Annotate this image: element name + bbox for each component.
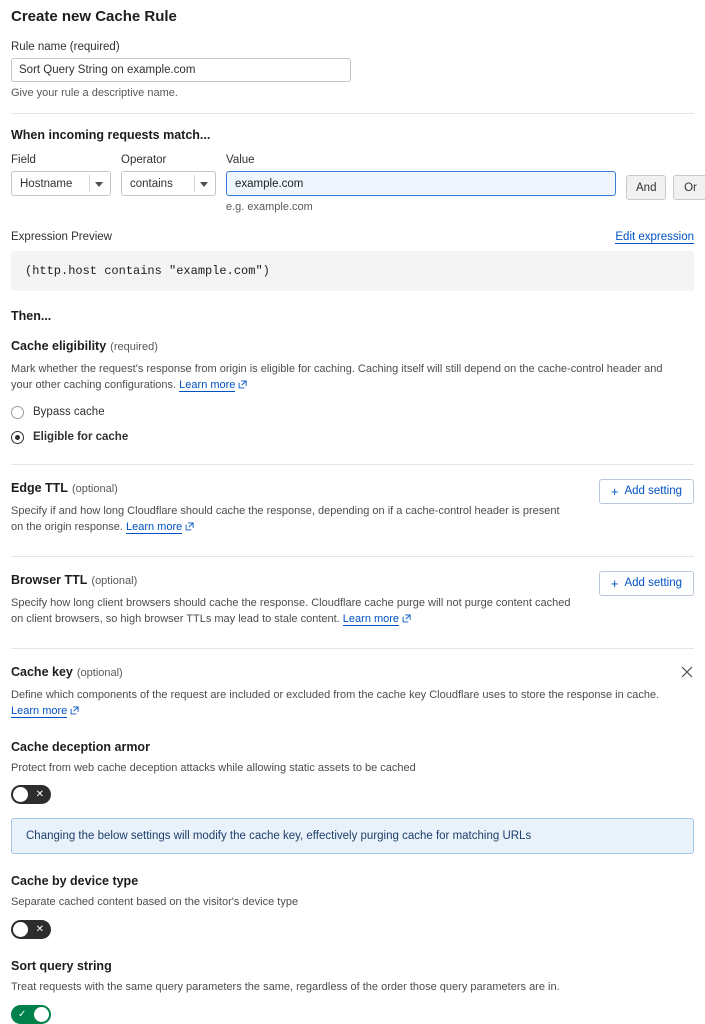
edge-ttl-description-text: Specify if and how long Cloudflare should cache the response, depending on if a cache-control header is present on the origin response.: [11, 504, 560, 533]
value-input[interactable]: [226, 171, 616, 196]
then-label: Then...: [11, 309, 52, 323]
toggle-on-icon: ✓: [18, 1008, 27, 1020]
radio-bypass-cache-label: Bypass cache: [33, 406, 105, 419]
cache-eligibility-learn-more-link[interactable]: Learn more: [179, 378, 236, 391]
create-cache-rule-form: [0, 8, 705, 1024]
field-select[interactable]: [11, 171, 111, 196]
cache-key-description-text: Define which components of the request are included or excluded from the cache key Cloudflare uses to store the response in cache.: [11, 688, 660, 701]
cache-eligibility-title: Cache eligibility: [11, 339, 107, 353]
toggle-knob: [13, 787, 28, 802]
rule-name-label: Rule name (required): [11, 41, 120, 53]
radio-icon: [11, 431, 24, 444]
cache-deception-armor-group: [11, 740, 694, 805]
close-icon[interactable]: [680, 665, 694, 679]
toggle-off-icon: ✕: [35, 923, 44, 935]
edge-ttl-title: Edge TTL: [11, 480, 68, 495]
match-section-title: When incoming requests match...: [11, 128, 211, 142]
edge-ttl-description: [11, 504, 571, 536]
operator-group: [121, 154, 216, 196]
cache-eligibility-heading: [11, 337, 694, 355]
browser-ttl-add-setting-button[interactable]: [599, 571, 694, 596]
external-link-icon: [70, 706, 79, 715]
radio-bypass-cache[interactable]: [11, 406, 694, 419]
chevron-down-icon: [200, 182, 208, 187]
edge-ttl-add-setting-button[interactable]: [599, 479, 694, 504]
browser-ttl-optional: (optional): [91, 574, 138, 587]
cache-key-learn-more-link[interactable]: Learn more: [11, 704, 68, 717]
and-button[interactable]: And: [626, 175, 666, 200]
edge-ttl-section: [11, 479, 694, 536]
value-label: Value: [226, 154, 255, 166]
toggle-knob: [13, 922, 28, 937]
select-separator: [194, 175, 195, 192]
match-row: [11, 154, 697, 213]
radio-eligible-for-cache[interactable]: [11, 431, 694, 444]
browser-ttl-heading: [11, 571, 571, 589]
external-link-icon: [185, 522, 194, 531]
browser-ttl-add-setting-label: Add setting: [624, 577, 682, 590]
operator-select[interactable]: [121, 171, 216, 196]
toggle-off-icon: ✕: [35, 788, 44, 800]
cache-deception-armor-title: Cache deception armor: [11, 739, 150, 754]
operator-select-value: contains: [130, 177, 173, 190]
cache-eligibility-description-text: Mark whether the request's response from origin is eligible for caching. Caching itself will still depend on the cache-control header and your other caching configurations.: [11, 363, 663, 391]
cache-eligibility-section: [11, 337, 694, 444]
external-link-icon: [238, 380, 247, 389]
or-button[interactable]: Or: [673, 175, 705, 200]
cache-key-info-banner: Changing the below settings will modify the cache key, effectively purging cache for matching URLs: [11, 818, 694, 854]
cache-key-optional: (optional): [76, 666, 123, 679]
field-group: [11, 154, 111, 196]
chevron-down-icon: [95, 182, 103, 187]
edge-ttl-add-setting-label: Add setting: [624, 485, 682, 498]
cache-eligibility-description: [11, 362, 681, 394]
browser-ttl-learn-more-link[interactable]: Learn more: [342, 612, 400, 625]
cache-key-section: [11, 663, 694, 1024]
divider: [11, 113, 694, 114]
cache-by-device-type-title: Cache by device type: [11, 874, 139, 889]
rule-name-input[interactable]: [11, 58, 351, 82]
browser-ttl-section: [11, 571, 694, 628]
sort-query-string-title: Sort query string: [11, 959, 112, 974]
rule-name-help: Give your rule a descriptive name.: [11, 87, 178, 99]
browser-ttl-title: Browser TTL: [11, 572, 88, 587]
cache-by-device-type-toggle[interactable]: [11, 920, 51, 939]
cache-deception-armor-description: Protect from web cache deception attacks while allowing static assets to be cached: [11, 761, 416, 774]
divider: [11, 556, 694, 557]
edit-expression-link[interactable]: Edit expression: [615, 231, 694, 243]
edge-ttl-learn-more-link[interactable]: Learn more: [125, 520, 183, 533]
field-select-value: Hostname: [20, 177, 73, 190]
rule-name-group: [11, 41, 694, 99]
browser-ttl-description: [11, 596, 571, 628]
divider: [11, 648, 694, 649]
divider: [11, 464, 694, 465]
sort-query-string-toggle[interactable]: [11, 1005, 51, 1024]
cache-key-heading-row: [11, 663, 694, 681]
external-link-icon: [402, 614, 411, 623]
select-separator: [89, 175, 90, 192]
edge-ttl-optional: (optional): [71, 482, 118, 495]
page-title: Create new Cache Rule: [11, 8, 177, 25]
sort-query-string-group: [11, 959, 694, 1024]
expression-header: [11, 231, 694, 244]
field-label: Field: [11, 154, 36, 166]
cache-by-device-type-group: [11, 874, 694, 939]
logic-buttons: [626, 175, 705, 200]
expression-preview-label: Expression Preview: [11, 231, 112, 243]
cache-eligibility-required: (required): [110, 341, 158, 353]
cache-deception-armor-toggle[interactable]: [11, 785, 51, 804]
value-group: [226, 154, 616, 213]
cache-key-description: [11, 688, 681, 720]
sort-query-string-description: Treat requests with the same query parameters the same, regardless of the order those query parameters are in.: [11, 981, 560, 994]
browser-ttl-description-text: Specify how long client browsers should cache the response. Cloudflare cache purge will not purge content cached on client browsers, so high browser TTLs may lead to stale content.: [11, 596, 571, 625]
operator-label: Operator: [121, 154, 167, 166]
value-help: e.g. example.com: [226, 201, 313, 213]
edge-ttl-heading: [11, 479, 571, 497]
plus-icon: +: [610, 483, 619, 499]
cache-key-title: Cache key: [11, 664, 73, 679]
plus-icon: +: [610, 575, 619, 591]
toggle-knob: [34, 1007, 49, 1022]
cache-by-device-type-description: Separate cached content based on the visitor's device type: [11, 896, 299, 909]
radio-icon: [11, 406, 24, 419]
radio-eligible-for-cache-label: Eligible for cache: [33, 431, 129, 444]
expression-preview-box: (http.host contains "example.com"): [11, 251, 694, 291]
